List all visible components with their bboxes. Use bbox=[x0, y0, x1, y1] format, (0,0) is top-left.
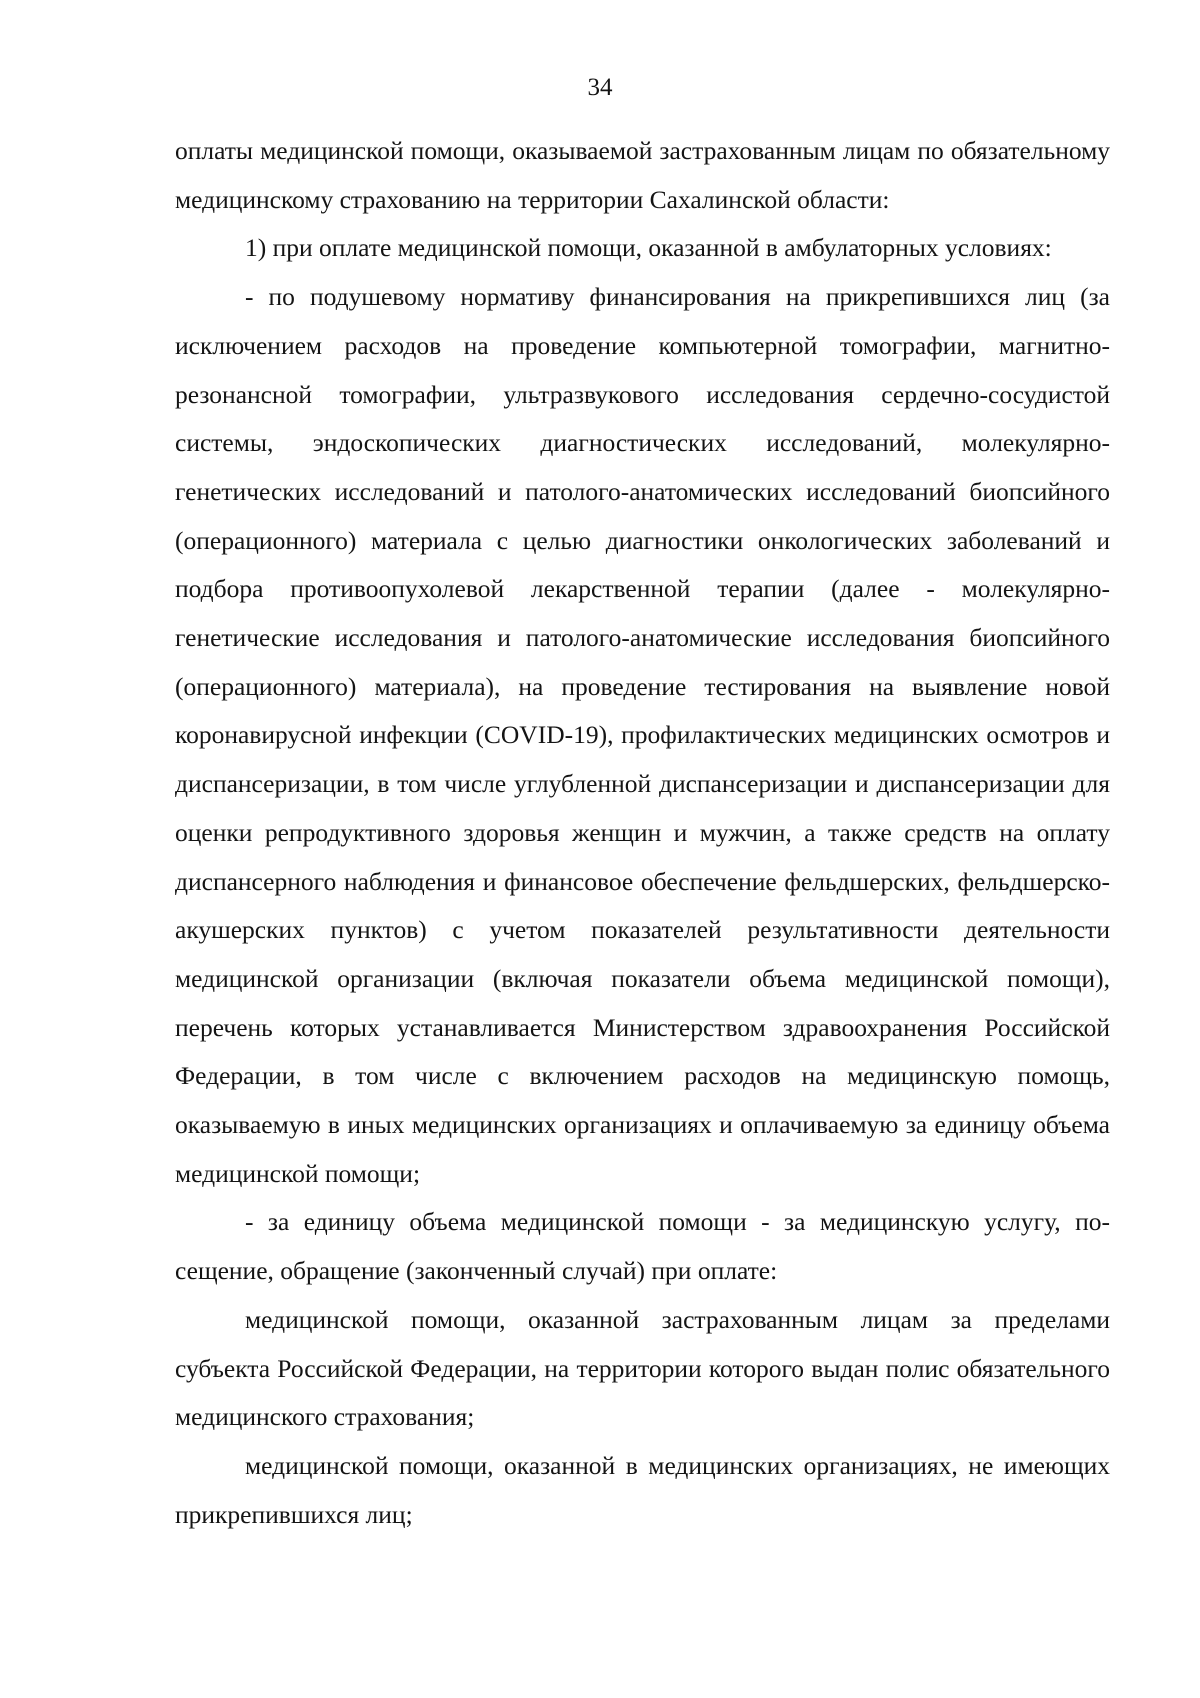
paragraph-per-capita-standard: - по подушевому нормативу финансирования на прикрепившихся лиц (за исключением расходов на проведение компьютерной томографии, магнитно-резонансной томографии, ультразвукового исследования сердечно-сосудистой системы, эндоскопических диагностических исследований, молекулярно-генетических исследований и патолого-анатомических исследований биопсийного (операционного) материала с целью диагностики онкологических заболеваний и подбора противоопухолевой лекарственной терапии (далее - молекулярно-генетические исследования и патолого-анатомические исследования биопсийного (операционного) материала), на проведение тестирования на выявление новой коронавирусной инфекции (COVID-19), профилактических медицинских осмотров и диспансеризации, в том числе углубленной диспансеризации и диспансеризации для оценки репродуктивного здоровья женщин и мужчин, а также средств на оплату диспансерного наблюдения и финансовое обеспечение фельдшерских, фельдшерско-акушерских пунктов) с учетом показателей результативности деятельности медицинской организации (включая показатели объема медицинской помощи), перечень которых устанавливается Министерством здравоохранения Российской Федерации, в том числе с включением расходов на медицинскую помощь, оказываемую в иных медицинских организациях и оплачиваемую за единицу объема медицинской помощи; bbox=[175, 282, 1110, 1188]
paragraph-outpatient-item-1: 1) при оплате медицинской помощи, оказанной в амбулаторных условиях: bbox=[245, 233, 1052, 263]
paragraph-no-attached-persons: медицинской помощи, оказанной в медицинских организациях, не имеющих прикрепившихся лиц; bbox=[175, 1450, 1110, 1529]
paragraph-unit-of-volume: - за единицу объема медицинской помощи - за медицинскую услугу, посещение, обращение (законченный случай) при оплате: bbox=[175, 1207, 1110, 1286]
document-body bbox=[175, 127, 1110, 1539]
paragraph-payment-continuation: оплаты медицинской помощи, оказываемой застрахованным лицам по обязательному медицинскому страхованию на территории Сахалинской области: bbox=[175, 136, 1110, 214]
page-number: 34 bbox=[587, 74, 613, 101]
paragraph-outside-region: медицинской помощи, оказанной застрахованным лицам за пределами субъекта Российской Федерации, на территории которого выдан полис обязательного медицинского страхования; bbox=[175, 1304, 1110, 1432]
